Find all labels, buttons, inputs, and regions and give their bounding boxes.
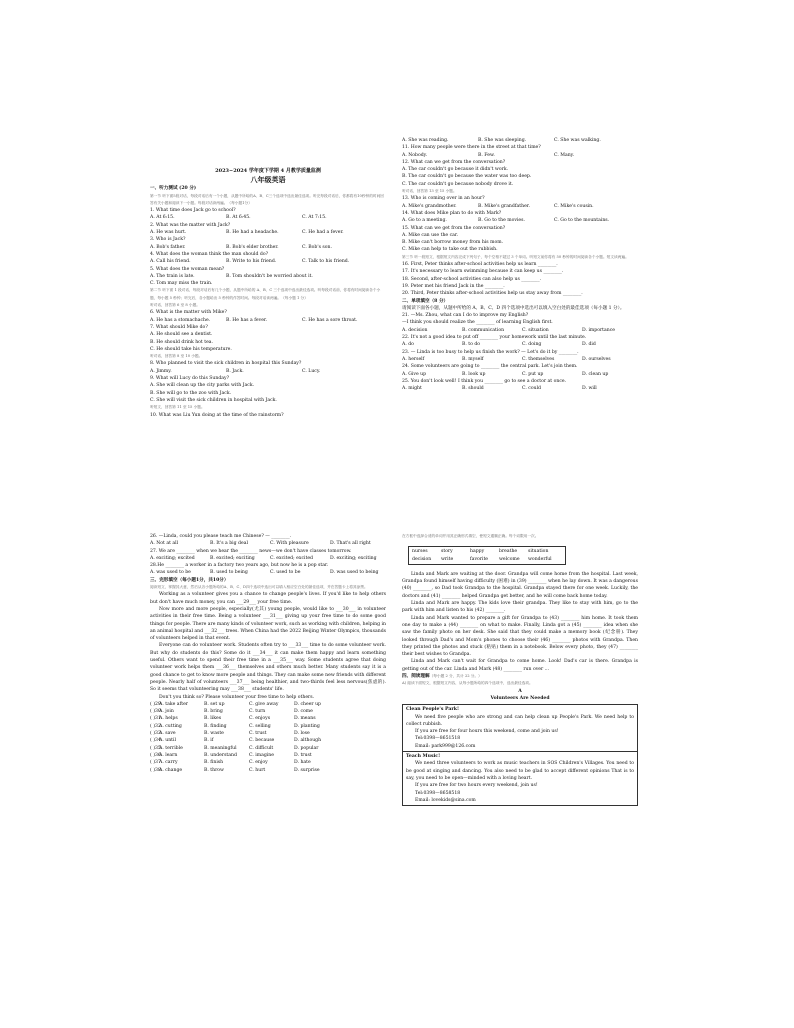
option-a: A. change bbox=[159, 767, 183, 773]
question-line: 16. First, Peter thinks after-school activities help us learn ________. bbox=[402, 262, 558, 268]
option-b: B. Jack. bbox=[226, 368, 244, 374]
question-line: 9. What will Lucy do this Sunday? bbox=[150, 376, 230, 382]
option-b: B. finish bbox=[204, 760, 224, 766]
option-c: C. selling bbox=[249, 723, 271, 729]
option-d: D. cheer up bbox=[294, 701, 321, 707]
question-line: C. The car couldn't go because nobody drove it. bbox=[402, 181, 514, 187]
word: happy bbox=[470, 549, 485, 555]
option-d: D. did bbox=[582, 342, 596, 348]
question-line: B. Mike can't borrow money from his mom. bbox=[402, 240, 504, 246]
question-list bbox=[402, 137, 638, 392]
options-row bbox=[150, 229, 386, 236]
question-line: B. She will go to the zoo with Jack. bbox=[150, 390, 232, 396]
word: nurses bbox=[412, 549, 428, 555]
word: welcome bbox=[499, 556, 520, 562]
option-b: B. to do bbox=[462, 342, 481, 348]
question-line: B. The car couldn't go because the water was too deep. bbox=[402, 174, 532, 180]
option-b: B. myself bbox=[462, 356, 484, 362]
option-b: B. excited; exciting bbox=[210, 555, 255, 561]
options-row bbox=[402, 356, 638, 363]
option-a: A. terrible bbox=[159, 745, 183, 751]
option-a: A. Nobody. bbox=[402, 152, 428, 158]
cloze-number: ( )33. bbox=[150, 731, 163, 737]
question-line: 11. How many people were there in the street at that time? bbox=[402, 145, 541, 151]
cloze-number: ( )36. bbox=[150, 752, 163, 758]
cloze-options-row bbox=[150, 767, 386, 774]
word-bank-row bbox=[412, 556, 562, 563]
passage-paragraph: Linda and Mark wanted to prepare a gift for Grandpa to (43) ________ him home. It took them one day to make a (44) ________ on what to make. Finally, Linda got a (45) ________ idea when she saw the family photo on her desk. She said that they could make a memory book (纪念册). They looked through Dad's and Mom's phones to choose their (46) ________ photos with Grandpa. Then they printed the photos and stuck (粘贴) them in a notebook. Below every photo, they (47) ________ their best wishes to Grandpa. bbox=[402, 615, 638, 658]
option-b: B. if bbox=[204, 738, 214, 744]
section-title: 四、阅读理解 bbox=[402, 674, 430, 680]
option-a: A. until bbox=[159, 738, 176, 744]
cloze-options-row bbox=[150, 730, 386, 737]
option-b: B. communication bbox=[462, 327, 505, 333]
section-note: 第一节 听下面5段对话，每段对话后有一个小题，从题中所给的A、B、C三个选项中选出最佳选项。听完每段对话后，你都将有10秒钟的时间回答有关小题和阅读下一小题。每段对话读两遍。（每小题1分） bbox=[150, 193, 384, 205]
ad-email: Email: park999@126.com bbox=[415, 743, 476, 749]
question-line: A. The car couldn't go because it didn't work. bbox=[402, 167, 509, 173]
option-a: A. helps bbox=[159, 716, 178, 722]
option-b: B. likes bbox=[204, 716, 222, 722]
cloze-number: ( )38. bbox=[150, 767, 163, 773]
word: favorite bbox=[470, 556, 489, 562]
option-a: A. At 6:15. bbox=[150, 215, 175, 221]
ad-cell bbox=[403, 751, 637, 805]
page2-right-column bbox=[402, 533, 638, 806]
option-a: A. exciting; excited bbox=[150, 555, 195, 561]
option-c: C. put up bbox=[522, 371, 544, 377]
section-title: 一、听力测试 (20 分) bbox=[150, 186, 197, 192]
option-d: D. will bbox=[582, 386, 597, 392]
question-line: 7. What should Mike do? bbox=[150, 324, 208, 330]
option-b: B. At 6:45. bbox=[226, 215, 251, 221]
passage-paragraph: Linda and Mark are waiting at the door. Grandpa will come home from the hospital. Last week, Grandpa found himself having difficulty (困难) in (39) ________ when he lay down. It was a dangerous (40) ________, so Dad took Grandpa to the hospital. Grandpa stayed there for one week. Luckily, the doctors and (41) ________ helped Grandpa get better, and he will come back home today. bbox=[402, 571, 638, 599]
cloze-options-row bbox=[150, 752, 386, 759]
option-c: C. Bob's son. bbox=[302, 244, 332, 250]
question-line: 18. Second, after-school activities can also help us ________. bbox=[402, 276, 542, 282]
option-d: D. was used to being bbox=[330, 570, 379, 576]
question-line: 23. — Linda is too busy to help us finish the work? — Let's do it by ________. bbox=[402, 349, 579, 355]
options-row bbox=[150, 368, 386, 375]
word-bank bbox=[408, 546, 566, 565]
option-a: A. learn bbox=[159, 752, 178, 758]
ad-cell bbox=[403, 705, 637, 751]
instruction-note: 听对话，回答第 6 至 8 小题。 bbox=[150, 303, 200, 308]
question-line: 5. What does the woman mean? bbox=[150, 266, 225, 272]
ad-body: We need five people who are strong and can help clean up People's Park. We need help to collect rubbish. bbox=[406, 714, 634, 727]
option-d: D. ourselves bbox=[582, 356, 611, 362]
cloze-number: ( )31. bbox=[150, 716, 163, 722]
section-title: 二、单项填空（8 分） bbox=[402, 298, 449, 304]
question-line: 21. —Ms. Zhou, what can I do to improve my English? bbox=[402, 313, 529, 319]
question-line: C. He should take his temperature. bbox=[150, 346, 232, 352]
question-line: 13. Who is coming over in an hour? bbox=[402, 196, 485, 202]
word-bank-intro: 在方框中选择合适的单词并用其正确形式填空，使短文通顺正确。每个词限用一次。 bbox=[402, 534, 539, 538]
instruction-note: 听对话，回答第 13 至 15 小题。 bbox=[402, 189, 457, 194]
question-line: A. He should see a dentist. bbox=[150, 332, 213, 338]
option-a: A. join bbox=[159, 709, 174, 715]
passage-paragraph: Everyone can do volunteer work. Students often try to ___33___ time to do some volunteer work. But why do students do this? Some do it ___34___ it can make them happy and learn something useful. Others want to spend their free time in a ___35___ way. Some students agree that doing volunteer work helps them ___36___ themselves and others much better. Many students say it is a good chance to get to know more people and things. They can make some new friends with different people. Nearly half of volunteers ___37___ being healthier, and two-thirds feel less nervous(焦虑的). So it seems that volunteering may ___38___ students' life. bbox=[150, 643, 386, 693]
option-b: B. waste bbox=[204, 731, 224, 737]
option-a: A. He was hurt. bbox=[150, 230, 187, 236]
option-d: D. popular bbox=[294, 745, 319, 751]
option-d: D. That's all right bbox=[330, 541, 371, 547]
question-line: 24. Some volunteers are going to ________ the central park. Let's join them. bbox=[402, 364, 578, 370]
question-line: 14. What does Mike plan to do with Mark? bbox=[402, 210, 502, 216]
word-bank-row bbox=[412, 548, 562, 555]
options-row bbox=[402, 341, 638, 348]
passage-paragraph: Working as a volunteer gives you a chance to change people's lives. If you'd like to help others but don't have much money, you can ___29___ your free time. bbox=[150, 592, 386, 605]
cloze-number: ( )37. bbox=[150, 760, 163, 766]
cloze-options-row bbox=[150, 745, 386, 752]
instruction-note: 阅读短文，掌握其大意，然后从各小题所给的A、B、C、D四个选项中选出可以填入相应空白处的最佳选项，并在答题卡上将其涂黑。 bbox=[150, 585, 368, 590]
option-c: C. themselves bbox=[522, 356, 555, 362]
ad-free-time: If you are free for two hours every weekend, join us! bbox=[415, 783, 538, 789]
option-c: C. doing bbox=[522, 342, 542, 348]
ad-tel: Tel:0398—8658518 bbox=[415, 790, 461, 796]
option-d: D. planting bbox=[294, 723, 320, 729]
question-line: —I think you should realize the ________ of learning English first. bbox=[402, 320, 553, 326]
question-list bbox=[150, 207, 386, 419]
option-a: A. He has a stomachache. bbox=[150, 317, 211, 323]
instruction-text: 请阅读下面各小题，从题中所给的 A、B、C、D 四个选项中选出可以填入空白处的最佳选项（每小题 1 分）。 bbox=[402, 305, 625, 311]
option-a: A. was used to be bbox=[150, 570, 191, 576]
option-c: C. give away bbox=[249, 701, 279, 707]
question-line: 27. We are ________ when we hear the ________ news—we don't have classes tomorrow. bbox=[150, 548, 352, 554]
cloze-options-row bbox=[150, 737, 386, 744]
option-c: C. difficult bbox=[249, 745, 274, 751]
option-a: A. The train is late. bbox=[150, 273, 195, 279]
option-b: B. look up bbox=[462, 371, 486, 377]
options-row bbox=[150, 273, 386, 280]
option-d: D. trust bbox=[294, 752, 312, 758]
word: situation bbox=[528, 549, 549, 555]
options-row bbox=[402, 217, 638, 224]
question-line: 1. What time does Jack go to school? bbox=[150, 208, 236, 214]
option-c: C. could bbox=[522, 386, 541, 392]
option-a: A. Bob's father. bbox=[150, 244, 186, 250]
option-b: B. It's a big deal bbox=[210, 541, 248, 547]
question-line: 2. What was the matter with Jack? bbox=[150, 222, 231, 228]
cloze-options-row bbox=[150, 723, 386, 730]
option-c: C. used to be bbox=[270, 570, 301, 576]
option-a: A. do bbox=[402, 342, 414, 348]
section-note: （每小题 2 分，共计 22 分。） bbox=[429, 674, 482, 679]
option-c: C. imagine bbox=[249, 752, 274, 758]
question-line: C. She will visit the sick children in hospital with Jack. bbox=[150, 397, 277, 403]
cloze-number: ( )34. bbox=[150, 738, 163, 744]
question-line: C. Tom may miss the train. bbox=[150, 281, 213, 287]
passage-paragraph: Now more and more people, especially(尤其) young people, would like to ___30___ in volunteer activities in their free time. Being a volunteer ___31___ giving up your free time to do some good things for people. There are many kinds of volunteer work, such as working with children, helping in an animal hospital and ___32___ trees. When China had the 2022 Beijing Winter Olympics, thousands of volunteers helped in that event. bbox=[150, 606, 386, 642]
options-row bbox=[150, 540, 386, 547]
question-line: 3. Who is Jack? bbox=[150, 237, 186, 243]
question-line: A. She will clean up the city parks with Jack. bbox=[150, 383, 255, 389]
option-a: A. decision bbox=[402, 327, 428, 333]
passage-paragraph: Linda and Mark can't wait for Grandpa to come home. Look! Dad's car is there. Grandpa is getting out of the car. Linda and Mark (48) ________ run over ... bbox=[402, 659, 638, 672]
cloze-options-row bbox=[150, 759, 386, 766]
page1-left-column bbox=[150, 168, 386, 419]
option-c: C. He has a sore throat. bbox=[302, 317, 358, 323]
instruction-note: 听短文，回答第 11 至 15 小题。 bbox=[150, 405, 205, 410]
cloze-number: ( )30. bbox=[150, 709, 163, 715]
question-line: 6. What is the matter with Mike? bbox=[150, 310, 227, 316]
option-a: A. Jimmy. bbox=[150, 368, 172, 374]
option-b: B. Mike's grandfather. bbox=[478, 203, 530, 209]
passage-paragraph: Don't you think so? Please volunteer your free time to help others. bbox=[159, 694, 315, 700]
question-line: 20. Third, Peter thinks after-school activities help us stay away from ________. bbox=[402, 291, 583, 297]
option-c: C. Go to the mountains. bbox=[554, 218, 610, 224]
ad-tel: Tel:0398—8651518 bbox=[415, 736, 461, 742]
word: story bbox=[441, 549, 453, 555]
option-d: D. exciting; exciting bbox=[330, 555, 377, 561]
cloze-number: ( )35. bbox=[150, 745, 163, 751]
option-a: A. Go to a meeting. bbox=[402, 218, 447, 224]
option-b: B. Go to the movies. bbox=[478, 218, 525, 224]
question-line: A. Mike can use the car. bbox=[402, 232, 459, 238]
question-line: 17. It's necessary to learn swimming because it can keep us ________. bbox=[402, 269, 564, 275]
option-a: A. Not at all bbox=[150, 541, 179, 547]
options-row bbox=[150, 244, 386, 251]
page1-right-column bbox=[402, 137, 638, 392]
option-a: A. Call his friend. bbox=[150, 259, 191, 265]
option-c: C. Talk to his friend. bbox=[302, 259, 350, 265]
options-row bbox=[402, 327, 638, 334]
word: write bbox=[441, 556, 454, 562]
option-c: C. enjoy bbox=[249, 760, 268, 766]
ad-body: We need three volunteers to work as music teachers in SOS Children's Villages. You need to be good at singing and dancing. You also need to be glad to accept different opinions That is to say, you need to be open—minded with a loving heart. bbox=[406, 761, 634, 781]
question-line: 12. What can we get from the conversation? bbox=[402, 159, 506, 165]
option-b: B. should bbox=[462, 386, 484, 392]
options-row bbox=[150, 258, 386, 265]
option-b: B. She was sleeping. bbox=[478, 138, 527, 143]
ad-free-time: If you are free for four hours this weekend, come and join us! bbox=[415, 729, 559, 735]
instruction-note: 第二节 听下面 1 段对话，每段对话后有几个小题，从题中所给的 A、B、C 三个选项中选出最佳选项。听每段对话前，你将有时间阅读各个小题，每小题 5 秒钟；听完后，各小题给出 5 秒钟的作答时间。每段对话读两遍。（每小题 1 分） bbox=[150, 288, 381, 300]
question-line: 25. You don't look well! I think you ________ go to see a doctor at once. bbox=[402, 378, 567, 384]
option-a: A. carry bbox=[159, 760, 178, 766]
option-b: B. set up bbox=[204, 701, 225, 707]
options-row bbox=[402, 152, 638, 159]
cloze-options-row bbox=[150, 701, 386, 708]
ad-email: Email: lovekids@sina.com bbox=[415, 797, 476, 803]
question-line: 22. It's not a good idea to put off ________ your homework until the last minute. bbox=[402, 335, 587, 341]
option-c: C. Lucy. bbox=[302, 368, 321, 374]
option-d: D. means bbox=[294, 716, 316, 722]
word: breathe bbox=[499, 549, 518, 555]
option-d: D. importance bbox=[582, 327, 616, 333]
question-line: 28.He ________ a worker in a factory two years ago, but now he is a pop star. bbox=[150, 563, 329, 569]
option-a: A. take after bbox=[159, 701, 188, 707]
question-line: 4. What does the woman think the man should do? bbox=[150, 251, 269, 257]
option-a: A. herself bbox=[402, 356, 425, 362]
question-line: B. He should drink hot tea. bbox=[150, 339, 213, 345]
option-c: C. With pleasure bbox=[270, 541, 309, 547]
options-row bbox=[150, 214, 386, 221]
option-b: B. He had a headache. bbox=[226, 230, 279, 236]
option-d: D. lose bbox=[294, 731, 310, 737]
options-row bbox=[150, 317, 386, 324]
option-b: B. Write to his friend. bbox=[226, 259, 277, 265]
options-row bbox=[402, 203, 638, 210]
option-b: B. used to being bbox=[210, 570, 248, 576]
option-d: D. although bbox=[294, 738, 322, 744]
options-row bbox=[150, 569, 386, 576]
option-b: B. He has a fever. bbox=[226, 317, 268, 323]
ads-table bbox=[402, 704, 638, 806]
option-a: A. cutting bbox=[159, 723, 182, 729]
question-line: 19. Peter met his friend Jack in the ________. bbox=[402, 283, 505, 289]
option-c: C. He had a fever. bbox=[302, 230, 344, 236]
cloze-number: ( )32. bbox=[150, 723, 163, 729]
option-c: C. enjoys bbox=[249, 716, 271, 722]
option-a: A. Give up bbox=[402, 371, 427, 377]
option-b: B. Few. bbox=[478, 152, 495, 158]
page2-left-column bbox=[150, 533, 386, 774]
word: wonderful bbox=[528, 556, 552, 562]
question-line: 10. What was Liu Yun doing at the time of the rainstorm? bbox=[150, 412, 284, 418]
option-d: D. hate bbox=[294, 760, 311, 766]
ad-heading: Teach Music! bbox=[406, 754, 441, 760]
exam-header: 2023~2024 学年度下学期 4 月教学质量监测 bbox=[215, 168, 321, 174]
cloze-options-row bbox=[150, 708, 386, 715]
option-c: C. Many. bbox=[554, 152, 575, 158]
section-title: 三、完形填空（每小题1分，共10分） bbox=[150, 577, 229, 583]
word: decision bbox=[412, 556, 432, 562]
question-list bbox=[150, 533, 386, 774]
option-b: B. finding bbox=[204, 723, 227, 729]
option-b: B. Tom shouldn't be worried about it. bbox=[226, 273, 313, 279]
option-a: A. save bbox=[159, 731, 176, 737]
section-title-row bbox=[402, 673, 638, 680]
option-c: C. because bbox=[249, 738, 275, 744]
instruction-note: 第三节 听一段短文，根据短文内容完成下列句子，每个空格不超过 3 个单词。听短文前你将有 50 秒钟的时间阅读各个小题。短文读两遍。 bbox=[402, 254, 629, 259]
question-line: 8. Who planned to visit the sick children in hospital this Sunday? bbox=[150, 361, 302, 367]
option-b: B. understand bbox=[204, 752, 237, 758]
option-c: C. trust bbox=[249, 731, 267, 737]
option-b: B. throw bbox=[204, 767, 224, 773]
question-line: 15. What can we get from the conversation? bbox=[402, 225, 506, 231]
option-d: D. surprise bbox=[294, 767, 320, 773]
option-c: C. She was walking. bbox=[554, 138, 601, 143]
instruction-note: 听对话，回答第 8 至 10 小题。 bbox=[150, 354, 203, 359]
option-a: A. She was reading. bbox=[402, 138, 449, 143]
options-row bbox=[402, 371, 638, 378]
passage-label: A bbox=[518, 688, 522, 694]
cloze-options-row bbox=[150, 715, 386, 722]
passage-paragraph: Linda and Mark are happy. The kids love their grandpa. They like to stay with him, go to the park with him and listen to his (42) ________. bbox=[402, 601, 638, 614]
option-c: C. hurt bbox=[249, 767, 266, 773]
options-row bbox=[402, 385, 638, 392]
option-c: C. At 7:15. bbox=[302, 215, 327, 221]
option-a: A. might bbox=[402, 386, 422, 392]
options-row bbox=[150, 555, 386, 562]
option-d: D. clean up bbox=[582, 371, 609, 377]
ad-heading: Clean People's Park! bbox=[406, 707, 459, 713]
passage-title: Volunteers Are Needed bbox=[490, 695, 550, 701]
exam-subject: 八年级英语 bbox=[250, 175, 286, 185]
option-b: B. bring bbox=[204, 709, 223, 715]
option-d: D. come bbox=[294, 709, 313, 715]
question-line: 26. —Linda, could you please teach me Chinese? — ________. bbox=[150, 534, 292, 539]
options-row bbox=[402, 137, 638, 144]
question-line: C. Mike can help to take out the rubbish. bbox=[402, 247, 498, 253]
option-b: B. meaningful bbox=[204, 745, 237, 751]
option-a: A. Mike's grandmother. bbox=[402, 203, 457, 209]
option-c: C. turn bbox=[249, 709, 266, 715]
option-c: C. excited; excited bbox=[270, 555, 313, 561]
option-c: C. Mike's cousin. bbox=[554, 203, 594, 209]
option-b: B. Bob's elder brother. bbox=[226, 244, 279, 250]
section-instruction: A) 阅读下面短文，根据短文内容，从每小题所给的四个选项中，选出最佳选项。 bbox=[402, 681, 533, 686]
option-c: C. situation bbox=[522, 327, 549, 333]
cloze-number: ( )29. bbox=[150, 701, 163, 707]
